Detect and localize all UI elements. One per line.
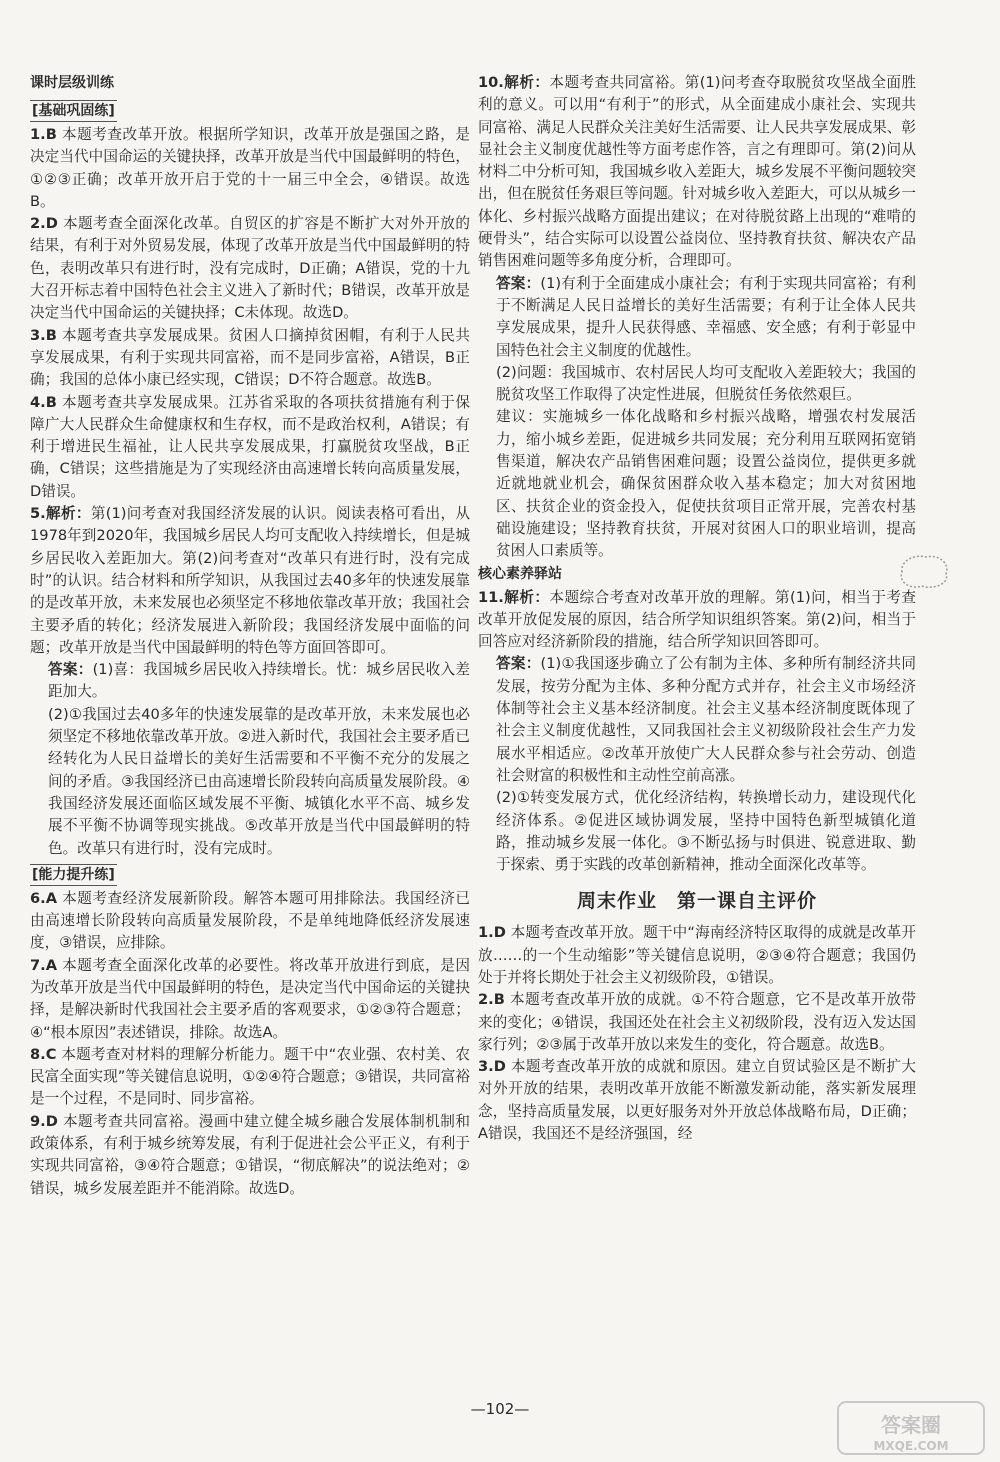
answer-11-part2: (2)①转变发展方式，优化经济结构，转换增长动力，建设现代化经济体系。②促进区域协调发展，坚持中国特色新型城镇化道路，推动城乡发展一体化。③不断弘扬与时俱进、锐意进取、勤于探索、勇于实践的改革创新精神，推动全面深化改革等。 xyxy=(496,789,916,874)
item-text: 本题考查对材料的理解分析能力。题干中“农业强、农村美、农民富全面实现”等关键信息说明，①②④符合题意；③错误，共同富裕是一个过程，不是同时、同步富裕。 xyxy=(30,1045,470,1108)
weekend-homework-title: 周末作业 第一课自主评价 xyxy=(576,890,817,913)
answer-label: 答案： xyxy=(48,661,93,679)
item-text: 本题考查改革开放的成就和原因。建立自贸试验区是不断扩大对外开放的结果，表明改革开放能不断激发新动能，落实新发展理念，坚持高质量发展，以更好服务对外开放总体战略布局，D正确；A错误，我国还不是经济强国，经 xyxy=(478,1058,916,1143)
answer-item-11 xyxy=(478,587,916,654)
item-text: 本题考查改革开放的成就。①不符合题意，它不是改革开放带来的变化；④错误，我国还处在社会主义初级阶段，没有迈入发达国家行列；②③属于改革开放以来发生的变化，符合题意。故选B。 xyxy=(478,991,917,1053)
answer-item-4 xyxy=(30,392,470,503)
item-text: 本题考查共享发展成果。江苏省采取的各项扶贫措施有利于保障广大人民群众生命健康权和生存权，而不是政治权利，A错误；有利于增进民生福祉，让人民共享发展成果，打赢脱贫攻坚战，B正确，C错误；这些措施是为了实现经济由高速增长转向高质量发展，D错误。 xyxy=(30,393,470,500)
right-column xyxy=(478,72,916,1145)
section-tag-basic: [基础巩固练] xyxy=(30,100,117,122)
answer-5-part1 xyxy=(30,659,470,704)
item-number: 2.B xyxy=(478,991,505,1009)
item-text: 本题考查全面深化改革的必要性。将改革开放进行到底，是因为改革开放是当代中国最鲜明的特色，是决定当代中国命运的关键抉择，是解决新时代我国社会主要矛盾的客观要求，①②③符合题意；④“根本原因”表述错误，排除。故选A。 xyxy=(30,956,470,1041)
answer-item-7 xyxy=(30,955,470,1044)
item-text: 本题考查共同富裕。漫画中建立健全城乡融合发展体制机制和政策体系，有利于城乡统筹发展，有利于促进社会公平正义，有利于实现共同富裕，③④符合题意；①错误，“彻底解决”的说法绝对；②错误，城乡发展差距并不能消除。故选D。 xyxy=(30,1112,470,1197)
section-title: 课时层级训练 xyxy=(30,75,114,91)
answer-11-part1 xyxy=(478,653,916,787)
item-text: 本题考查共享发展成果。贫困人口摘掉贫困帽，有利于人民共享发展成果，有利于实现共同富裕，而不是同步富裕，A错误，B正确；我国的总体小康已经实现，C错误；D不符合题意。故选B。 xyxy=(30,326,470,389)
svg-text:MXQE.COM: MXQE.COM xyxy=(873,1439,949,1453)
answer-item-3 xyxy=(30,325,470,392)
answer-10-part3: 建议：实施城乡一体化战略和乡村振兴战略，增强农村发展活力，缩小城乡差距，促进城乡共同发展；充分利用互联网拓宽销售渠道，解决农产品销售困难问题；设置公益岗位，提供更多就近就地就业机会，确保贫困群众收入基本稳定；加大对贫困地区、扶贫企业的资金投入，促使扶贫项目正常开展，完善农村基础设施建设；坚持教育扶贫，开展对贫困人口的职业培训，提高贫困人口素质等。 xyxy=(496,408,916,560)
left-column xyxy=(30,72,470,1200)
item-number: 4.B xyxy=(30,393,57,411)
item-number: 1.D xyxy=(478,924,506,942)
item-number: 11.解析： xyxy=(478,588,550,606)
item-number: 8.C xyxy=(30,1045,57,1063)
item-number: 10.解析： xyxy=(478,74,550,91)
item-text: 本题考查经济发展新阶段。解答本题可用排除法。我国经济已由高速增长阶段转向高质量发展阶段，不是单纯地降低经济发展速度，③错误，应排除。 xyxy=(30,889,470,952)
answer-item-8 xyxy=(30,1044,470,1111)
weekend-item-2 xyxy=(478,989,916,1056)
item-text: 本题考查共同富裕。第(1)问考查夺取脱贫攻坚战全面胜利的意义。可以用“有利于”的形式，从全面建成小康社会、实现共同富裕、满足人民群众关注美好生活需要、让人民共享发展成果、彰显社会主义制度优越性等方面考虑作答，言之有理即可。第(2)问从材料二中分析可知，我国城乡收入差距大，城乡发展不平衡问题较突出，但在脱贫任务艰巨等问题。针对城乡收入差距大，可以从城乡一体化、乡村振兴战略方面提出建议；在对待脱贫路上出现的“难啃的硬骨头”，结合实际可以设置公益岗位、坚持教育扶贫、解决农产品销售困难问题等多角度分析，合理即可。 xyxy=(478,74,916,270)
item-number: 3.D xyxy=(478,1058,506,1076)
answer-text: (1)有利于全面建成小康社会；有利于实现共同富裕；有利于不断满足人民日益增长的美好生活需要；有利于让全体人民共享发展成果，提升人民获得感、幸福感、安全感；有利于彰显中国特色社会主义制度的优越性。 xyxy=(496,274,916,359)
answer-label: 答案： xyxy=(496,655,541,673)
watermark-logo-icon xyxy=(836,1398,986,1458)
answer-item-1 xyxy=(30,124,470,213)
item-number: 3.B xyxy=(30,326,57,344)
item-text: 本题考查全面深化改革。自贸区的扩容是不断扩大对外开放的结果，有利于对外贸易发展，体现了改革开放是当代中国最鲜明的特色，表明改革只有进行时，没有完成时，D正确；A错误，党的十九大召开标志着中国特色社会主义进入了新时代；B错误，改革开放是决定当代中国命运的关键抉择；C未体现。故选D。 xyxy=(30,215,470,322)
answer-text: (1)喜：我国城乡居民收入持续增长。忧：城乡居民收入差距加大。 xyxy=(48,661,470,701)
item-number: 7.A xyxy=(30,956,57,974)
answer-item-10 xyxy=(478,72,916,273)
weekend-item-3 xyxy=(478,1056,916,1145)
answer-item-6 xyxy=(30,888,470,955)
svg-text:答案圈: 答案圈 xyxy=(881,1413,941,1437)
section-title-core: 核心素养驿站 xyxy=(478,565,562,582)
item-number: 5.解析： xyxy=(30,505,91,523)
page-number: —102— xyxy=(470,1400,530,1418)
weekend-item-1 xyxy=(478,922,916,989)
item-text: 本题综合考查对改革开放的理解。第(1)问，相当于考查改革开放促发展的原因，结合所学知识组织答案。第(2)问，相当于回答应对经济新阶段的措施，结合所学知识回答即可。 xyxy=(478,588,916,651)
answer-text: (1)①我国逐步确立了公有制为主体、多种所有制经济共同发展，按劳分配为主体、多种分配方式并存，社会主义市场经济体制等社会主义基本经济制度。社会主义基本经济制度既体现了社会主义制度优越性，又同我国社会主义初级阶段社会生产力发展水平相适应。②改革开放使广大人民群众参与社会劳动、创造社会财富的积极性和主动性空前高涨。 xyxy=(496,655,916,784)
answer-label: 答案： xyxy=(496,274,541,292)
answer-5-part2: (2)①我国过去40多年的快速发展靠的是改革开放，未来发展也必须坚定不移地依靠改革开放。②进入新时代，我国社会主要矛盾已经转化为人民日益增长的美好生活需要和不平衡不充分的发展之间的矛盾。③我国经济已由高速增长阶段转向高质量发展阶段。④我国经济发展还面临区域发展不平衡、城镇化水平不高、城乡发展不平衡不协调等现实挑战。⑤改革开放是当代中国最鲜明的特色。改革只有进行时，没有完成时。 xyxy=(48,705,470,857)
item-text: 本题考查改革开放。题干中“海南经济特区取得的成就是改革开放……的一个生动缩影”等关键信息说明，②③④符合题意；我国仍处于并将长期处于社会主义初级阶段，①错误。 xyxy=(478,924,916,986)
item-number: 2.D xyxy=(30,215,58,233)
item-number: 9.D xyxy=(30,1112,58,1130)
item-number: 6.A xyxy=(30,889,57,907)
answer-10-part1 xyxy=(478,273,916,362)
answer-item-2 xyxy=(30,213,470,324)
item-text: 本题考查改革开放。根据所学知识，改革开放是强国之路，是决定当代中国命运的关键抉择，改革开放是当代中国最鲜明的特色，①②③正确；改革开放开启于党的十一届三中全会，④错误。故选B。 xyxy=(30,126,470,210)
item-number: 1.B xyxy=(30,126,57,143)
answer-item-5 xyxy=(30,503,470,659)
answer-10-part2: (2)问题：我国城市、农村居民人均可支配收入差距较大；我国的脱贫攻坚工作取得了决定性进展，但脱贫任务依然艰巨。 xyxy=(496,363,916,404)
decorative-stamp-icon xyxy=(896,552,952,590)
section-tag-advanced: [能力提升练] xyxy=(30,864,117,886)
answer-item-9 xyxy=(30,1111,470,1200)
item-text: 第(1)问考查对我国经济发展的认识。阅读表格可看出，从1978年到2020年，我国城乡居民人均可支配收入持续增长，但是城乡居民收入差距加大。第(2)问考查对“改革只有进行时，没有完成时”的认识。结合材料和所学知识，从我国过去40多年的快速发展靠的是改革开放，未来发展也必须坚定不移地依靠改革开放；我国社会主要矛盾的转化；经济发展进入新阶段；我国经济发展中面临的问题；改革开放是当代中国最鲜明的特色等方面回答即可。 xyxy=(30,505,470,656)
